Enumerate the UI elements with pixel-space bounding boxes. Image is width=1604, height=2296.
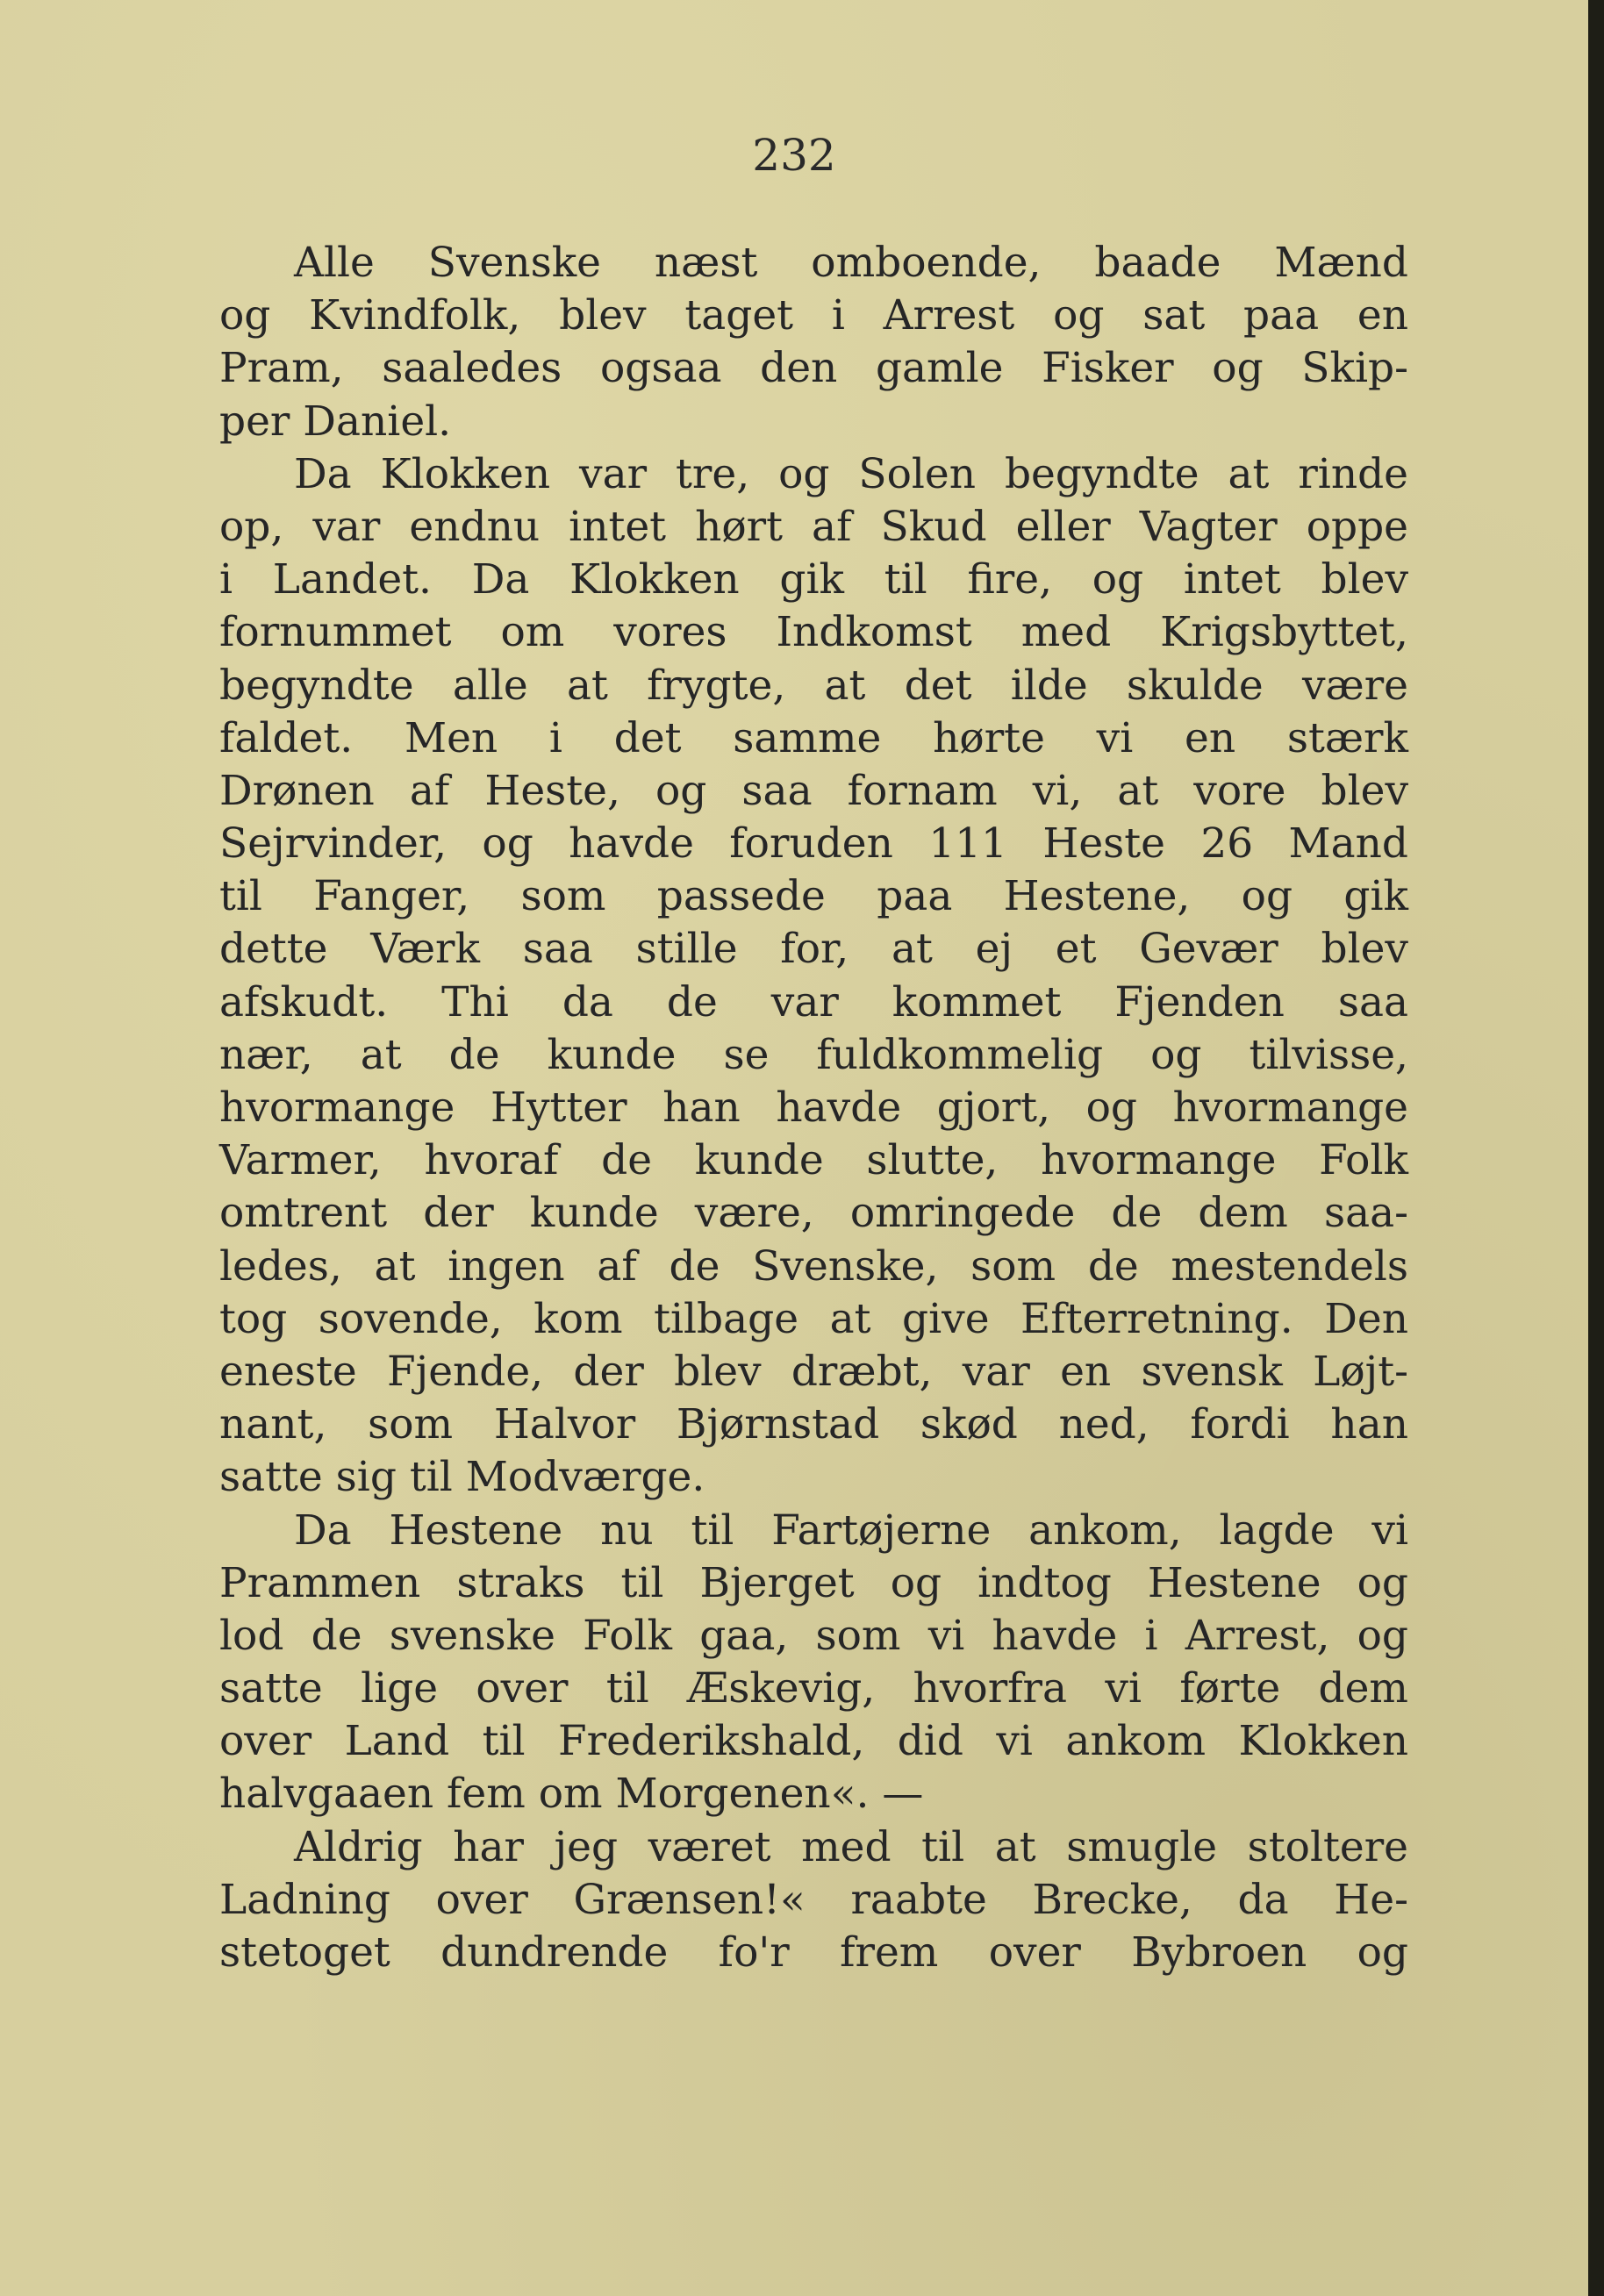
- text-line: ledes, at ingen af de Svenske, som de mestendels: [219, 1241, 1408, 1291]
- text-line: dette Værk saa stille for, at ej et Gevær blev: [219, 925, 1408, 974]
- text-line: op, var endnu intet hørt af Skud eller Vagter oppe: [219, 502, 1408, 551]
- text-line: til Fanger, som passede paa Hestene, og gik: [219, 872, 1408, 921]
- text-line: Aldrig har jeg været med til at smugle stoltere: [294, 1822, 1408, 1871]
- text-line: Alle Svenske næst omboende, baade Mænd: [294, 239, 1408, 287]
- text-line: stetoget dundrende fo'r frem over Bybroen og: [219, 1928, 1408, 1977]
- text-line: halvgaaen fem om Morgenen«. —: [219, 1770, 924, 1819]
- text-line: Drønen af Heste, og saa fornam vi, at vore blev: [219, 766, 1408, 815]
- text-line: i Landet. Da Klokken gik til fire, og intet blev: [219, 555, 1408, 604]
- body-text: [219, 237, 1408, 1979]
- text-line: afskudt. Thi da de var kommet Fjenden saa: [219, 977, 1408, 1026]
- text-line: satte lige over til Æskevig, hvorfra vi førte dem: [219, 1664, 1408, 1713]
- text-line: Prammen straks til Bjerget og indtog Hestene og: [219, 1558, 1408, 1607]
- text-line: Sejrvinder, og havde foruden 111 Heste 26 Mand: [219, 819, 1408, 869]
- text-line: nant, som Halvor Bjørnstad skød ned, fordi han: [219, 1400, 1408, 1449]
- text-line: Ladning over Grænsen!« raabte Brecke, da He-: [219, 1875, 1408, 1924]
- text-line: over Land til Frederikshald, did vi ankom Klokken: [219, 1717, 1408, 1766]
- text-line: og Kvindfolk, blev taget i Arrest og sat paa en: [219, 291, 1408, 340]
- text-line: Da Hestene nu til Fartøjerne ankom, lagde vi: [294, 1506, 1408, 1555]
- text-line: Varmer, hvoraf de kunde slutte, hvormange Folk: [219, 1136, 1408, 1185]
- page-number: 232: [752, 130, 836, 181]
- page-edge-shadow: [1588, 0, 1604, 2296]
- text-line: omtrent der kunde være, omringede de dem saa-: [219, 1189, 1408, 1238]
- text-line: satte sig til Modværge.: [219, 1453, 705, 1502]
- text-line: Da Klokken var tre, og Solen begyndte at rinde: [294, 449, 1408, 498]
- text-line: lod de svenske Folk gaa, som vi havde i Arrest, og: [219, 1611, 1408, 1660]
- text-line: Pram, saaledes ogsaa den gamle Fisker og Skip-: [219, 344, 1408, 393]
- text-line: per Daniel.: [219, 397, 452, 446]
- text-line: fornummet om vores Indkomst med Krigsbyttet,: [219, 608, 1408, 657]
- text-line: eneste Fjende, der blev dræbt, var en svensk Løjt-: [219, 1347, 1408, 1396]
- text-line: nær, at de kunde se fuldkommelig og tilvisse,: [219, 1030, 1408, 1079]
- text-line: hvormange Hytter han havde gjort, og hvormange: [219, 1084, 1408, 1132]
- text-line: tog sovende, kom tilbage at give Efterretning. Den: [219, 1294, 1408, 1343]
- text-line: begyndte alle at frygte, at det ilde skulde være: [219, 661, 1408, 710]
- text-line: faldet. Men i det samme hørte vi en stærk: [219, 713, 1408, 762]
